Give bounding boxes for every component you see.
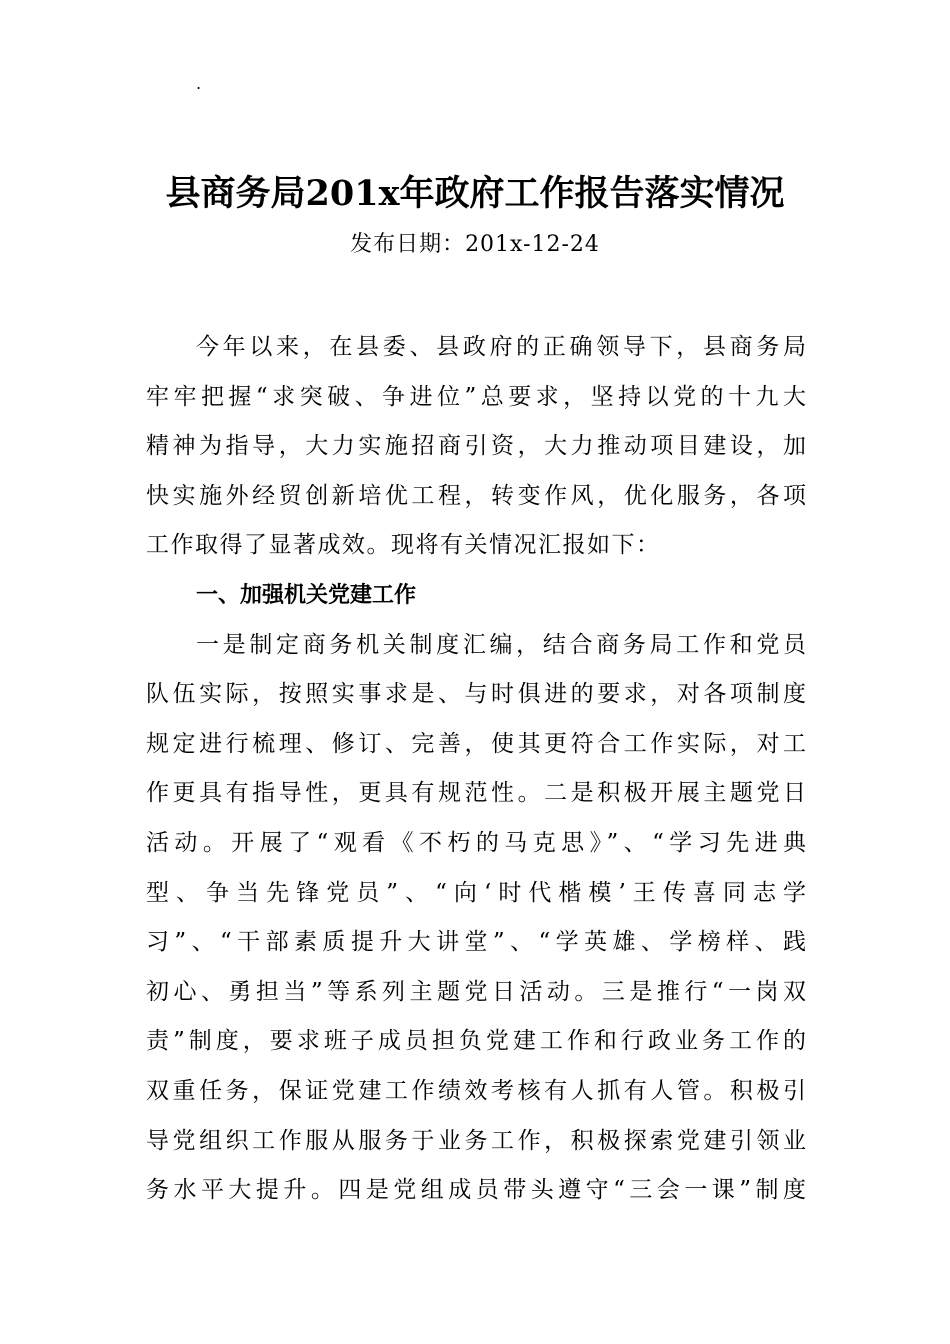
paragraph-line: 作更具有指导性，更具有规范性。二是积极开展主题党日	[146, 780, 806, 807]
intro-paragraph	[146, 323, 806, 1216]
paragraph-line: 双重任务，保证党建工作绩效考核有人抓有人管。积极引	[146, 1077, 806, 1104]
publish-date: 发布日期：201x-12-24	[350, 232, 600, 257]
paragraph-line: 导党组织工作服从服务于业务工作，积极探索党建引领业	[146, 1127, 806, 1154]
paragraph-line: 规定进行梳理、修订、完善，使其更符合工作实际，对工	[146, 730, 806, 757]
document-title: 县商务局201x年政府工作报告落实情况	[165, 173, 785, 214]
header-mark: .	[196, 74, 202, 93]
paragraph-line: 队伍实际，按照实事求是、与时俱进的要求，对各项制度	[146, 681, 806, 708]
paragraph-line: 务水平大提升。四是党组成员带头遵守“三会一课”制度	[146, 1177, 806, 1204]
paragraph-line: 工作取得了显著成效。现将有关情况汇报如下：	[146, 532, 661, 559]
paragraph-line: 责”制度，要求班子成员担负党建工作和行政业务工作的	[146, 1028, 806, 1055]
paragraph-line: 牢牢把握“求突破、争进位”总要求，坚持以党的十九大	[146, 383, 806, 410]
paragraph-line: 习”、“干部素质提升大讲堂”、“学英雄、学榜样、践	[146, 929, 806, 956]
section-heading: 一、加强机关党建工作	[196, 582, 417, 608]
paragraph-line: 快实施外经贸创新培优工程，转变作风，优化服务，各项	[146, 482, 806, 509]
paragraph-line: 型、争当先锋党员”、“向‘时代楷模’王传喜同志学	[146, 879, 806, 906]
paragraph-line: 今年以来，在县委、县政府的正确领导下，县商务局	[196, 334, 806, 360]
paragraph-line: 活动。开展了“观看《不朽的马克思》”、“学习先进典	[146, 829, 806, 856]
paragraph-line: 精神为指导，大力实施招商引资，大力推动项目建设，加	[146, 433, 806, 460]
paragraph-line: 初心、勇担当”等系列主题党日活动。三是推行“一岗双	[146, 978, 806, 1005]
paragraph-line: 一是制定商务机关制度汇编，结合商务局工作和党员	[196, 631, 806, 658]
